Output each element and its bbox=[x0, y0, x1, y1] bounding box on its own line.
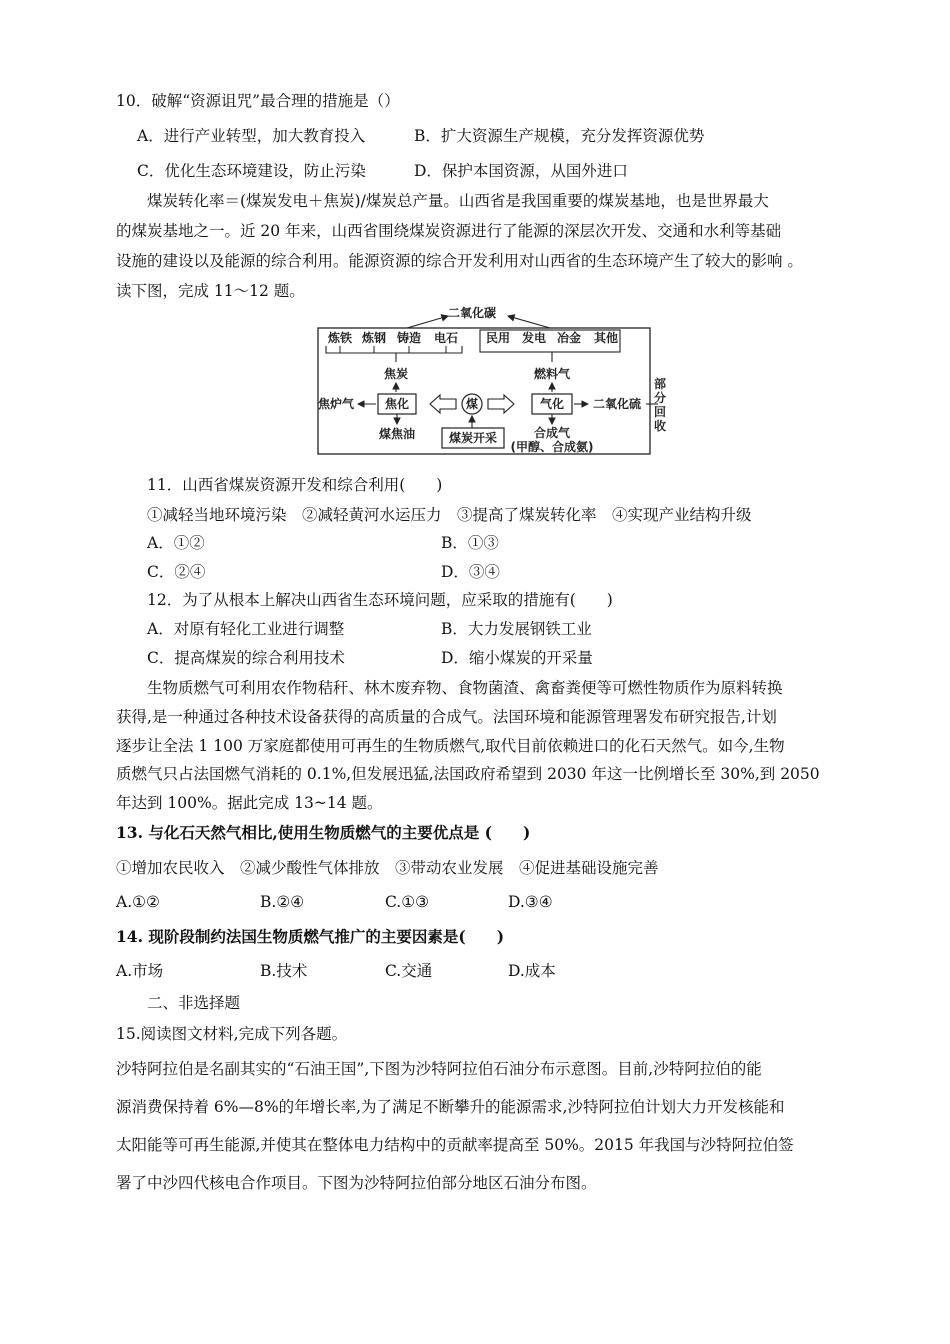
recover-char-4: 收 bbox=[653, 419, 667, 433]
passage1-line: 煤炭转化率＝(煤炭发电＋焦炭)/煤炭总产量。山西省是我国重要的煤炭基地，也是世界最大 bbox=[147, 192, 769, 210]
q11-stem: 11．山西省煤炭资源开发和综合利用( ) bbox=[147, 476, 443, 494]
q12-option-b: B．大力发展钢铁工业 bbox=[441, 620, 592, 638]
q14-stem: 14. 现阶段制约法国生物质燃气推广的主要因素是( ) bbox=[116, 927, 505, 946]
hollow-arrow-right bbox=[488, 395, 514, 413]
passage1-line: 设施的建设以及能源的综合利用。能源资源的综合开发利用对山西省的生态环境产生了较大的影响 。 bbox=[116, 252, 803, 270]
use-casting: 铸造 bbox=[396, 331, 422, 345]
use-steelmaking: 炼钢 bbox=[361, 331, 387, 345]
fuel-gas-label: 燃料气 bbox=[533, 367, 571, 381]
q13-option-a: A.①② bbox=[116, 893, 160, 911]
q15-line: 署了中沙四代核电合作项目。下图为沙特阿拉伯部分地区石油分布图。 bbox=[116, 1174, 597, 1192]
q14-option-d: D.成本 bbox=[508, 962, 556, 980]
so2-label: 二氧化硫 bbox=[592, 397, 642, 411]
q10-option-d: D．保护本国资源，从国外进口 bbox=[414, 162, 628, 180]
q12-option-d: D．缩小煤炭的开采量 bbox=[441, 649, 593, 667]
q12-option-c: C．提高煤炭的综合利用技术 bbox=[147, 649, 345, 667]
use-civil: 民用 bbox=[485, 331, 511, 345]
q13-option-c: C.①③ bbox=[385, 893, 430, 911]
q14-option-b: B.技术 bbox=[260, 962, 308, 980]
q10-stem: 10．破解“资源诅咒”最合理的措施是（） bbox=[116, 92, 400, 110]
q13-option-b: B.②④ bbox=[260, 893, 305, 911]
q14-option-c: C.交通 bbox=[385, 962, 433, 980]
passage1-line: 读下图，完成 11～12 题。 bbox=[116, 282, 305, 300]
q15-line: 沙特阿拉伯是名副其实的“石油王国”,下图为沙特阿拉伯石油分布示意图。目前,沙特阿拉伯的能 bbox=[116, 1060, 762, 1078]
q10-option-a: A．进行产业转型，加大教育投入 bbox=[137, 127, 366, 145]
q12-option-a: A．对原有轻化工业进行调整 bbox=[147, 620, 345, 638]
q11-option-c: C．②④ bbox=[147, 563, 206, 581]
q15-line: 太阳能等可再生能源,并使其在整体电力结构中的贡献率提高至 50%。2015 年我国与沙特阿拉伯签 bbox=[116, 1136, 794, 1154]
passage2-line: 逐步让全法 1 100 万家庭都使用可再生的生物质燃气,取代目前依赖进口的化石天然气。如今,生物 bbox=[116, 737, 785, 755]
coal-label: 煤 bbox=[465, 397, 479, 411]
coke-oven-gas-label: 焦炉气 bbox=[317, 397, 355, 411]
syngas-label: 合成气 bbox=[533, 426, 571, 440]
q14-option-a: A.市场 bbox=[116, 962, 164, 980]
coke-label: 焦炭 bbox=[383, 367, 409, 381]
section-heading: 二、非选择题 bbox=[147, 994, 241, 1012]
passage2-line: 年达到 100%。据此完成 13~14 题。 bbox=[116, 794, 383, 812]
passage2-line: 质燃气只占法国燃气消耗的 0.1%,但发展迅猛,法国政府希望到 2030 年这一比例增长至 30%,到 2050 bbox=[116, 765, 820, 783]
passage2-line: 生物质燃气可利用农作物秸秆、林木废弃物、食物菌渣、禽畜粪便等可燃性物质作为原料转换 bbox=[147, 679, 783, 697]
coal-tar-label: 煤焦油 bbox=[378, 427, 416, 441]
q13-option-d: D.③④ bbox=[508, 893, 553, 911]
q10-option-b: B．扩大资源生产规模，充分发挥资源优势 bbox=[414, 127, 705, 145]
coal-utilization-diagram bbox=[312, 302, 667, 462]
use-ironmaking: 炼铁 bbox=[327, 331, 353, 345]
recover-char-1: 部 bbox=[653, 377, 667, 391]
passage2-line: 获得,是一种通过各种技术设备获得的高质量的合成气。法国环境和能源管理署发布研究报告,计划 bbox=[116, 708, 777, 726]
use-other: 其他 bbox=[593, 331, 619, 345]
recover-char-2: 分 bbox=[653, 391, 667, 405]
q13-items: ①增加农民收入 ②减少酸性气体排放 ③带动农业发展 ④促进基础设施完善 bbox=[116, 859, 659, 877]
use-metallurgy: 冶金 bbox=[556, 331, 582, 345]
co2-label: 二氧化碳 bbox=[447, 306, 497, 320]
q11-items: ①减轻当地环境污染 ②减轻黄河水运压力 ③提高了煤炭转化率 ④实现产业结构升级 bbox=[147, 506, 752, 524]
q15-line: 源消费保持着 6%—8%的年增长率,为了满足不断攀升的能源需求,沙特阿拉伯计划大力开发核能和 bbox=[116, 1098, 785, 1116]
coking-label: 焦化 bbox=[384, 397, 410, 411]
q11-option-a: A．①② bbox=[147, 534, 205, 552]
q15-stem: 15.阅读图文材料,完成下列各题。 bbox=[116, 1025, 348, 1043]
passage1-line: 的煤炭基地之一。近 20 年来，山西省围绕煤炭资源进行了能源的深层次开发、交通和水利等基础 bbox=[116, 222, 782, 240]
use-power: 发电 bbox=[521, 331, 547, 345]
q11-option-b: B．①③ bbox=[441, 534, 499, 552]
mining-label: 煤炭开采 bbox=[448, 431, 498, 445]
recover-char-3: 回 bbox=[653, 405, 667, 419]
hollow-arrow-left bbox=[430, 395, 456, 413]
use-calcium-carbide: 电石 bbox=[433, 331, 459, 345]
q11-option-d: D．③④ bbox=[441, 563, 500, 581]
gasify-label: 气化 bbox=[539, 397, 565, 411]
q13-stem: 13. 与化石天然气相比,使用生物质燃气的主要优点是 ( ) bbox=[116, 823, 531, 842]
syngas-products-label: (甲醇、合成氨) bbox=[510, 440, 594, 454]
q10-option-c: C．优化生态环境建设，防止污染 bbox=[137, 162, 366, 180]
q12-stem: 12．为了从根本上解决山西省生态环境问题，应采取的措施有( ) bbox=[147, 591, 613, 609]
